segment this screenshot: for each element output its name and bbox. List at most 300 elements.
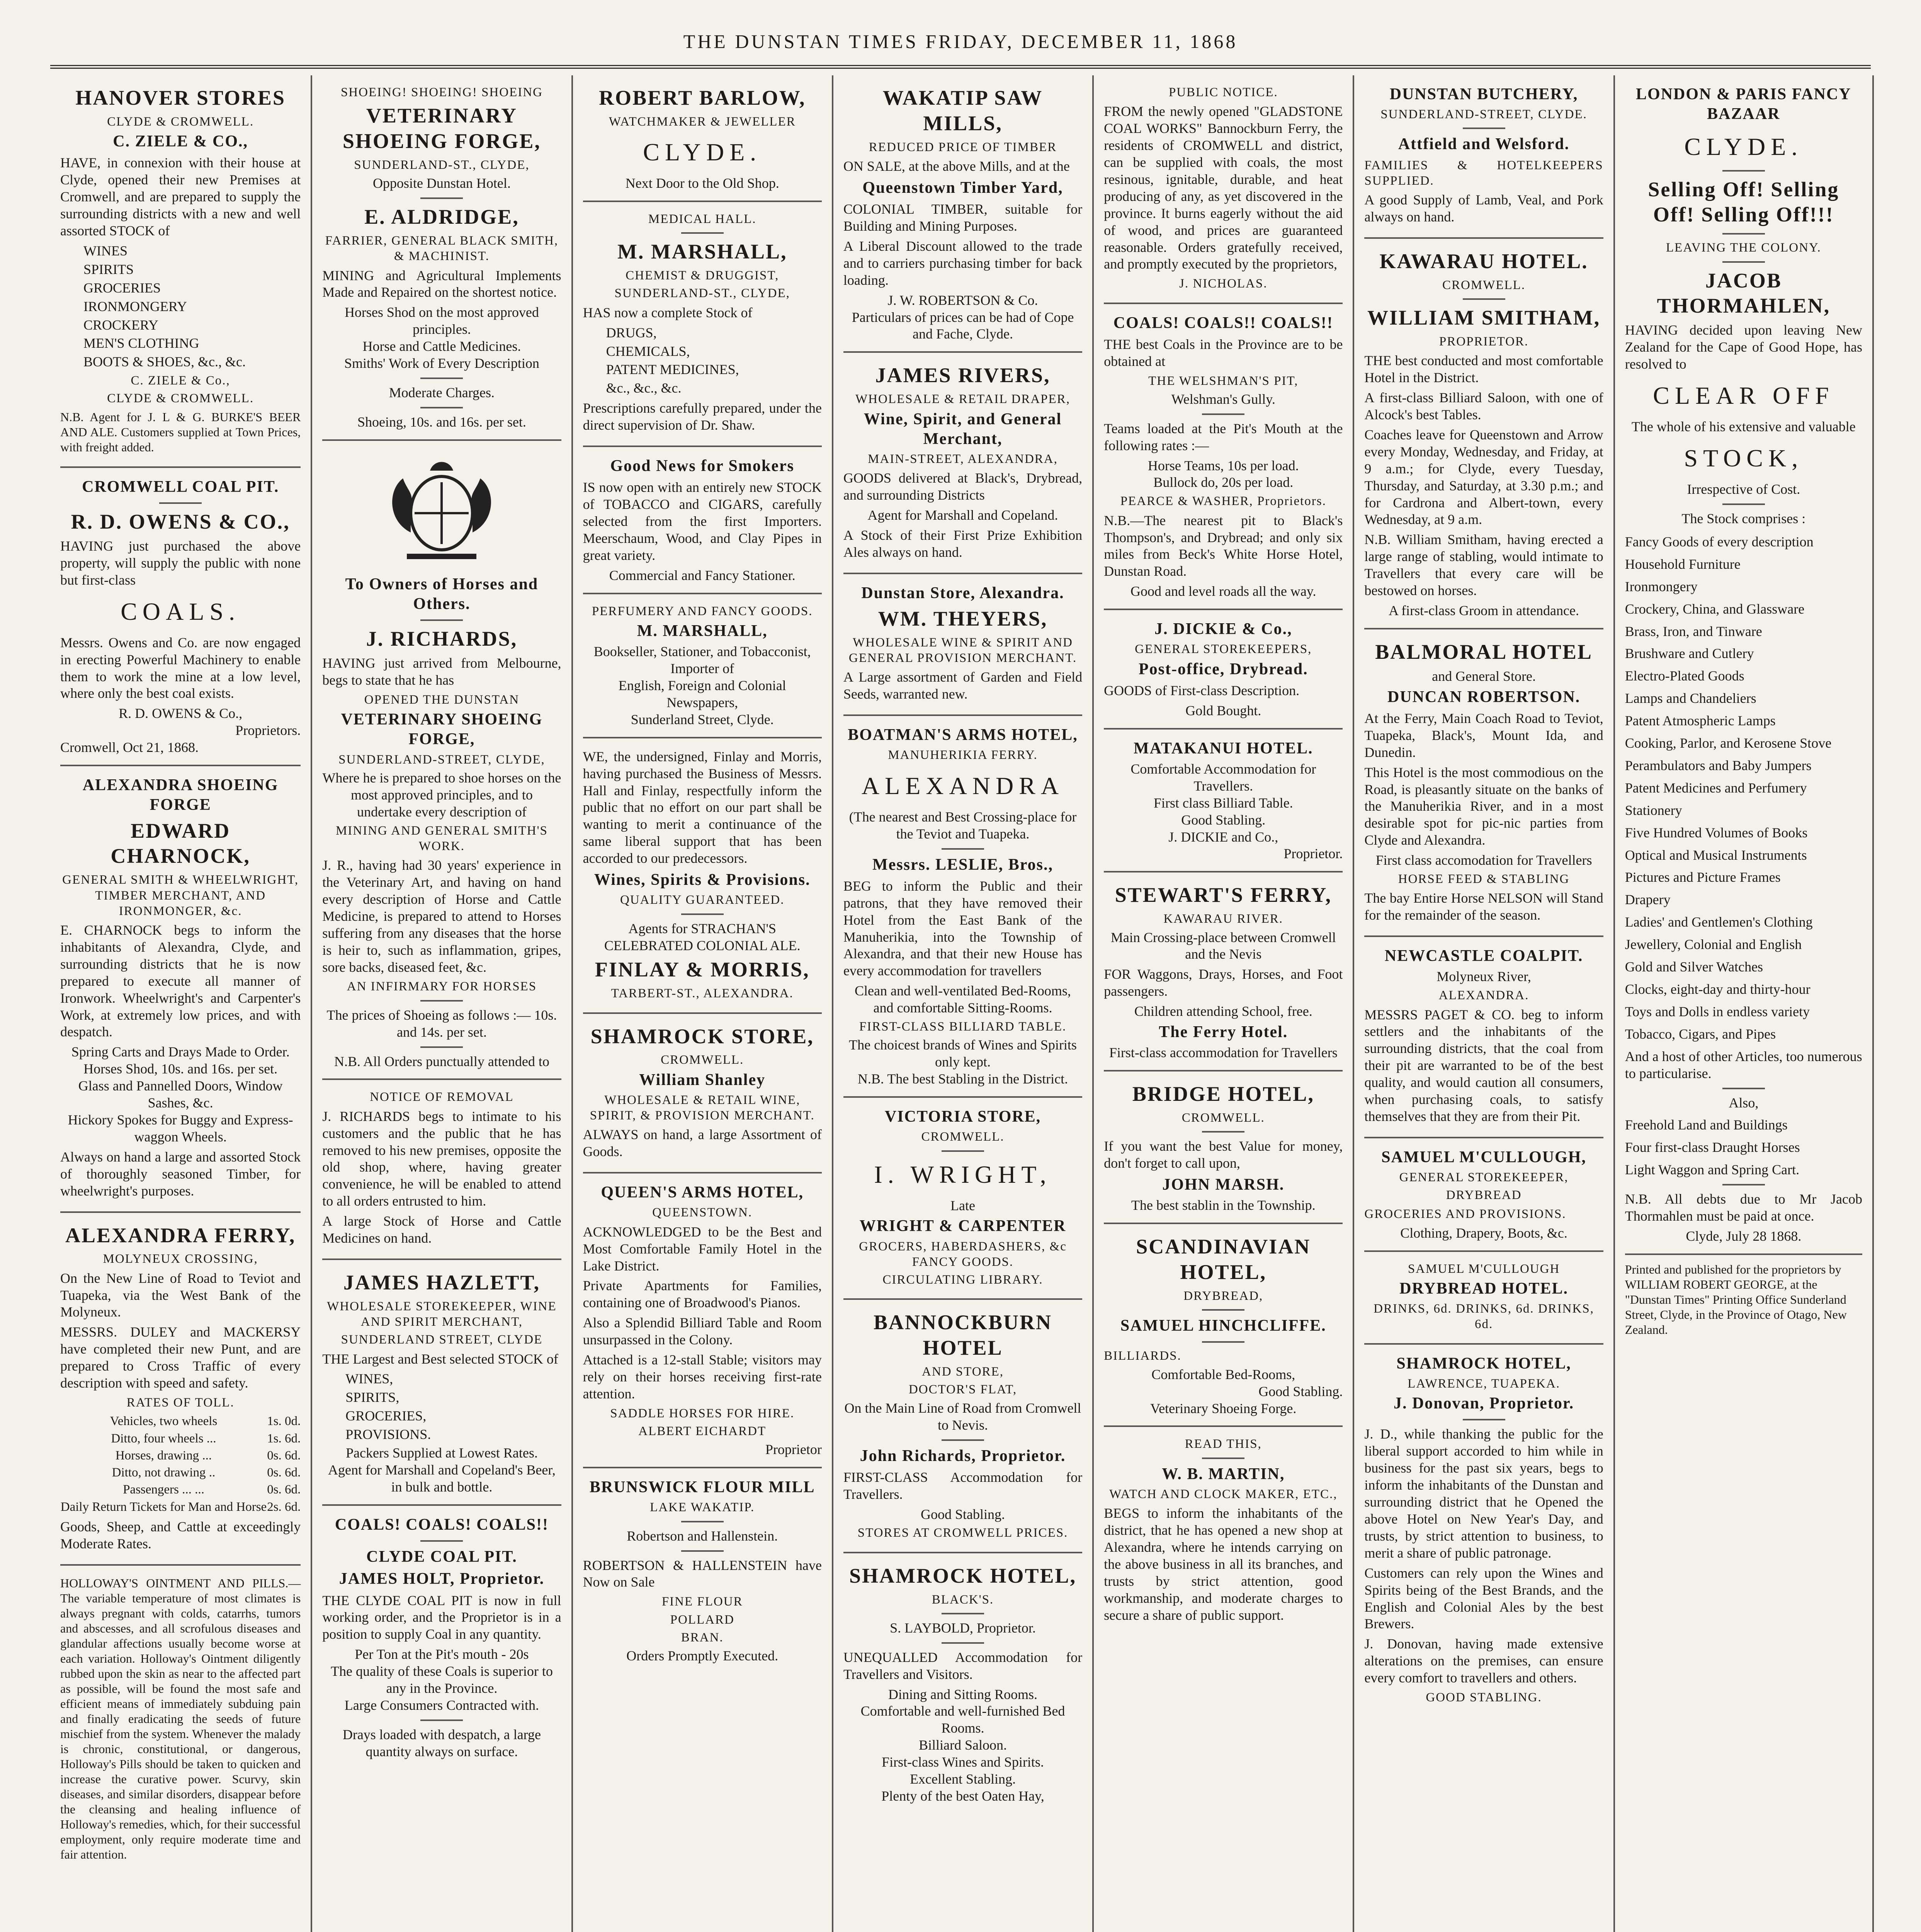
ad-name: WM. THEYERS,	[878, 607, 1048, 630]
ad-richards-forge	[322, 441, 561, 1080]
list-item: Four first-class Draught Horses	[1625, 1139, 1800, 1155]
ad-name: M. MARSHALL,	[617, 240, 787, 264]
list-item: Gold and Silver Watches	[1625, 959, 1763, 975]
ad-body: ALWAYS on hand, a large Assortment of Goods.	[583, 1127, 822, 1160]
ad-subtitle: DRYBREAD	[1446, 1188, 1522, 1202]
ad-title: BRUNSWICK FLOUR MILL	[589, 1478, 815, 1497]
ad-name: J. RICHARDS,	[366, 627, 518, 651]
list-item: CROCKERY	[83, 317, 159, 333]
divider	[1463, 128, 1505, 129]
list-item: PATENT MEDICINES,	[606, 362, 739, 378]
ad-veterinary-shoeing-forge	[322, 75, 561, 441]
ad-body-2: A large Stock of Horse and Cattle Medicines on hand.	[322, 1213, 561, 1246]
ad-line: The quality of these Coals is superior to any in the Province.	[330, 1663, 553, 1696]
ad-body: BILLIARDS.	[1104, 1349, 1182, 1363]
ad-line: DRINKS, 6d. DRINKS, 6d. DRINKS, 6d.	[1374, 1302, 1594, 1332]
ad-title: SHAMROCK HOTEL,	[849, 1564, 1077, 1587]
ad-name: ROBERT BARLOW,	[599, 86, 806, 109]
ad-line: Private Apartments for Families, containing one of Broadwood's Pianos.	[583, 1278, 822, 1311]
toll-item: Daily Return Tickets for Man and Horse	[60, 1500, 267, 1514]
list-item: BRAN.	[681, 1630, 724, 1645]
ad-title: BALMORAL HOTEL	[1375, 640, 1593, 663]
column-5	[1092, 75, 1353, 1932]
ad-line: First-class accommodation for Travellers	[1109, 1045, 1338, 1061]
ad-line: Shoeing, 10s. and 16s. per set.	[357, 414, 526, 430]
ad-subtitle: SUNDERLAND-STREET, CLYDE.	[1380, 107, 1587, 122]
ad-subtitle: Molyneux River,	[1436, 969, 1531, 985]
ad-signature: J. NICHOLAS.	[1179, 277, 1268, 291]
ad-note: N.B. All Orders punctually attended to	[334, 1053, 549, 1069]
list-item: SPIRITS	[83, 261, 134, 277]
ad-line: Attached is a 12-stall Stable; visitors may rely on their horses receiving first-rate attention.	[583, 1352, 822, 1401]
ad-title: BOATMAN'S ARMS HOTEL,	[848, 726, 1078, 744]
divider	[681, 913, 724, 915]
ad-signature: R. D. OWENS & Co.,	[119, 706, 243, 721]
ad-name: SAMUEL HINCHCLIFFE.	[1120, 1317, 1326, 1335]
ad-subtitle: LAWRENCE, TUAPEKA.	[1408, 1376, 1560, 1391]
ad-title: NEWCASTLE COALPIT.	[1384, 947, 1583, 965]
ad-role: GENERAL STOREKEEPERS,	[1135, 642, 1312, 656]
ad-subtitle: CROMWELL.	[1442, 278, 1526, 292]
list-item: Household Furniture	[1625, 556, 1741, 572]
column-4	[832, 75, 1092, 1932]
ad-line: Teams loaded at the Pit's Mouth at the following rates :—	[1104, 420, 1343, 453]
ad-body: HAS now a complete Stock of	[583, 304, 753, 320]
ad-role: WATCHMAKER & JEWELLER	[609, 114, 796, 129]
ad-title: Good News for Smokers	[610, 457, 794, 475]
ad-body: J. D., while thanking the public for the liberal support accorded to him while in business for the past six years, begs to inform the inhabitants of the Dunstan and surrounding district that he Opened the above Hotel on New Year's Day, and trusts, by strict attention to business, to merit a share of public patronage.	[1364, 1426, 1603, 1561]
ad-line: Large Consumers Contracted with.	[344, 1697, 539, 1713]
ad-line: Veterinary Shoeing Forge.	[1150, 1400, 1297, 1416]
column-6	[1353, 75, 1613, 1932]
ad-line: A first-class Groom in attendance.	[1389, 602, 1579, 618]
ad-line: The choicest brands of Wines and Spirits only kept.	[849, 1037, 1077, 1070]
toll-item: Horses, drawing ...	[115, 1448, 212, 1463]
ad-body: MINING and Agricultural Implements Made and Repaired on the shortest notice.	[322, 267, 561, 300]
ad-title: BANNOCKBURN HOTEL	[873, 1311, 1052, 1360]
table-row	[60, 1447, 301, 1464]
ad-role: FARRIER, GENERAL BLACK SMITH, & MACHINIST.	[325, 234, 559, 264]
ad-line: Good Stabling.	[1181, 812, 1266, 828]
ad-victoria-store	[843, 1098, 1082, 1300]
toll-item: Ditto, not drawing ..	[112, 1466, 216, 1480]
ad-robert-barlow	[583, 75, 822, 202]
ad-line: English, Foreign and Colonial Newspapers,	[618, 678, 786, 710]
ad-title: Wines, Spirits & Provisions.	[594, 871, 811, 889]
ad-subtitle: CROMWELL.	[661, 1053, 744, 1067]
ad-title: WAKATIP SAW MILLS,	[882, 86, 1043, 135]
ad-title: MATAKANUI HOTEL.	[1134, 739, 1313, 757]
ad-title: PUBLIC NOTICE.	[1168, 85, 1278, 99]
ad-body: If you want the best Value for money, don't forget to call upon,	[1104, 1138, 1343, 1171]
ad-dunstan-butchery	[1364, 75, 1603, 239]
ad-balmoral-hotel	[1364, 629, 1603, 937]
ad-subtitle: KAWARAU RIVER.	[1163, 912, 1284, 926]
toll-table	[60, 1413, 301, 1515]
ad-subtitle: AND STORE,	[922, 1365, 1004, 1379]
ad-queens-arms-hotel	[583, 1173, 822, 1468]
ad-name: William Shanley	[639, 1071, 766, 1089]
ad-body: HAVING decided upon leaving New Zealand for the Cape of Good Hope, has resolved to	[1625, 322, 1862, 372]
ad-role: WHOLESALE & RETAIL WINE, SPIRIT, & PROVISION MERCHANT.	[590, 1093, 815, 1123]
ad-quality: QUALITY GUARANTEED.	[620, 893, 785, 907]
ad-finlay-morris	[583, 738, 822, 1014]
ad-shamrock-store	[583, 1014, 822, 1174]
ad-signature: J. W. ROBERTSON & Co.	[887, 292, 1038, 308]
ad-name: EDWARD CHARNOCK,	[110, 819, 250, 868]
ad-james-rivers	[843, 353, 1082, 574]
ad-line: Moderate Charges.	[389, 384, 495, 400]
ad-subtitle: CROMWELL.	[1182, 1111, 1265, 1125]
ad-line: Horse Teams, 10s per load.	[1148, 457, 1299, 473]
list-item: GROCERIES,	[345, 1408, 427, 1424]
ad-title: SHAMROCK STORE,	[590, 1024, 814, 1048]
divider	[420, 619, 463, 621]
divider	[159, 502, 202, 504]
ad-role: WHOLESALE STOREKEEPER, WINE AND SPIRIT MERCHANT,	[327, 1299, 557, 1329]
divider	[1202, 413, 1244, 415]
ad-body-2: Prescriptions carefully prepared, under the direct supervision of Dr. Shaw.	[583, 400, 822, 433]
table-row	[60, 1498, 301, 1515]
toll-price: 0s. 6d.	[267, 1483, 301, 1497]
ad-line: Comfortable Accommodation for Travellers.	[1130, 761, 1316, 794]
ad-title: DUNSTAN BUTCHERY,	[1389, 85, 1578, 103]
ad-brunswick-flour-mill	[583, 1468, 822, 1673]
ad-line: Hickory Spokes for Buggy and Express-waggon Wheels.	[68, 1112, 293, 1145]
list-item: CHEMICALS,	[606, 343, 690, 359]
divider	[942, 1439, 984, 1441]
column-3	[571, 75, 832, 1932]
ad-line: Clothing, Drapery, Boots, &c.	[1400, 1225, 1567, 1241]
ad-prices: The prices of Shoeing as follows :— 10s. and 14s. per set.	[326, 1007, 557, 1040]
divider	[681, 232, 724, 234]
column-1	[50, 75, 311, 1932]
ad-dickie-storekeepers	[1104, 610, 1343, 730]
list-item: WINES	[83, 243, 128, 259]
ad-drybread-hotel	[1364, 1252, 1603, 1345]
list-item: Pictures and Picture Frames	[1625, 869, 1781, 885]
toll-price: 0s. 6d.	[267, 1448, 301, 1463]
also-list	[1625, 1117, 1862, 1179]
list-item: SPIRITS,	[345, 1389, 400, 1405]
list-item: Light Waggon and Spring Cart.	[1625, 1162, 1800, 1178]
divider	[1722, 233, 1765, 235]
ad-medical-hall	[583, 202, 822, 447]
ad-body: ON SALE, at the above Mills, and at the	[843, 158, 1070, 174]
ad-name: JAMES RIVERS,	[875, 364, 1051, 387]
ad-agents: Agents for STRACHAN'S CELEBRATED COLONIAL ALE.	[604, 920, 801, 953]
ad-james-hazlett	[322, 1260, 561, 1506]
ad-line: Orders Promptly Executed.	[626, 1648, 779, 1664]
ad-line: J. Donovan, having made extensive alterations on the premises, can ensure every comfort to travellers and others.	[1364, 1636, 1603, 1686]
ad-alexandra-shoeing-forge	[60, 766, 301, 1213]
ad-kawarau-hotel	[1364, 239, 1603, 629]
ad-bridge-hotel	[1104, 1071, 1343, 1224]
ad-title: VETERINARY SHOEING FORGE,	[342, 104, 541, 153]
ad-body-2: Where he is prepared to shoe horses on the most approved principles, and to undertake every description of	[322, 770, 561, 820]
ad-title: READ THIS,	[1185, 1437, 1262, 1451]
ad-newcastle-coalpit	[1364, 937, 1603, 1138]
divider	[942, 1642, 984, 1644]
ad-body: FROM the newly opened "GLADSTONE COAL WORKS" Bannockburn Ferry, the residents of CROMWELL and district, can be supplied with coals, the most resinous, ignitable, durable, and heat producing of any, as yet discovered in the province. It burns eagerly without the aid of wood, and prices are guaranteed reasonable. Orders gratefully received, and promptly executed by the proprietors,	[1104, 104, 1343, 272]
ad-line: Children attending School, free.	[1134, 1003, 1312, 1019]
toll-price: 2s. 6d.	[267, 1500, 301, 1514]
ad-title: KAWARAU HOTEL.	[1379, 250, 1588, 273]
ad-note: N.B. All debts due to Mr Jacob Thormahlen must be paid at once.	[1625, 1191, 1862, 1224]
list-item: WINES,	[345, 1371, 393, 1387]
ad-subtitle: MOLYNEUX CROSSING,	[103, 1252, 258, 1266]
ad-perfumery	[583, 594, 822, 738]
ad-name: E. ALDRIDGE,	[364, 205, 519, 229]
divider	[1202, 1458, 1244, 1459]
ad-line: Per Ton at the Pit's mouth - 20s	[355, 1646, 529, 1662]
list-item: IRONMONGERY	[83, 298, 187, 314]
ad-subtitle: DRYBREAD,	[1183, 1289, 1263, 1303]
ad-subtitle: SUNDERLAND-ST., CLYDE,	[614, 286, 790, 301]
ad-subtitle: Welshman's Gully.	[1171, 391, 1275, 407]
ad-line: Bullock do, 20s per load.	[1153, 474, 1294, 490]
ad-name: R. D. OWENS & CO.,	[71, 510, 290, 534]
ad-title: Dunstan Store, Alexandra.	[861, 584, 1064, 602]
divider	[420, 1000, 463, 1002]
ad-body: FAMILIES & HOTELKEEPERS SUPPLIED.	[1364, 158, 1603, 188]
list-item: BOOTS & SHOES, &c., &c.	[83, 354, 246, 370]
ad-line: Also a Splendid Billiard Table and Room unsurpassed in the Colony.	[583, 1315, 822, 1348]
ad-line: N.B. The best Stabling in the District.	[857, 1071, 1068, 1087]
ad-line: Smiths' Work of Every Description	[344, 355, 539, 371]
ad-title: HANOVER STORES	[75, 86, 286, 109]
list-item: Drapery	[1625, 892, 1671, 908]
ad-signature: ALBERT EICHARDT	[638, 1424, 767, 1438]
ad-subtitle: SUNDERLAND-ST., CLYDE,	[354, 158, 530, 172]
ad-name: J. DICKIE & Co.,	[1154, 620, 1292, 638]
masthead-text: THE DUNSTAN TIMES FRIDAY, DECEMBER 11, 1868	[683, 31, 1238, 52]
ad-line: The best stablin in the Township.	[1131, 1197, 1316, 1213]
ad-line: Always on hand a large and assorted Stock of thoroughly seasoned Timber, for wheelwright's purposes.	[60, 1149, 301, 1199]
ad-name: JAMES HOLT, Proprietor.	[339, 1570, 545, 1588]
ad-signature-role: Proprietor	[765, 1442, 822, 1458]
ad-subtitle: and General Store.	[1432, 668, 1536, 684]
ad-keyword: COALS.	[121, 597, 241, 625]
list-item: Tobacco, Cigars, and Pipes	[1625, 1026, 1776, 1042]
ad-title: LONDON & PARIS FANCY BAZAAR	[1636, 85, 1851, 123]
list-item: Brass, Iron, and Tinware	[1625, 623, 1762, 639]
ad-columns	[50, 75, 1874, 1932]
ad-location: Opposite Dunstan Hotel.	[372, 175, 511, 191]
ad-line: Clean and well-ventilated Bed-Rooms, and comfortable Sitting-Rooms.	[855, 983, 1071, 1016]
toll-item: Passengers ... ...	[123, 1483, 204, 1497]
ad-name: SAMUEL M'CULLOUGH	[1408, 1262, 1560, 1276]
stock-list	[1625, 534, 1862, 1082]
ad-line: A Stock of their First Prize Exhibition Ales always on hand.	[843, 527, 1083, 560]
ad-name: JAMES HAZLETT,	[343, 1270, 540, 1294]
ad-clear: CLEAR OFF	[1653, 382, 1834, 410]
ad-title: VICTORIA STORE,	[884, 1108, 1041, 1126]
ad-title: SHAMROCK HOTEL,	[1396, 1354, 1571, 1372]
ad-line: STORES AT CROMWELL PRICES.	[857, 1526, 1068, 1540]
ad-line: Good Stabling.	[1258, 1383, 1343, 1399]
ad-body: FOR Waggons, Drays, Horses, and Foot passengers.	[1104, 966, 1343, 999]
ad-bannockburn-hotel	[843, 1300, 1082, 1553]
ad-line: Particulars of prices can be had of Cope and Fache, Clyde.	[852, 309, 1074, 342]
divider	[681, 1550, 724, 1552]
ad-line: Agent for Marshall and Copeland.	[867, 507, 1058, 523]
toll-price: 1s. 6d.	[267, 1431, 301, 1446]
divider	[1722, 261, 1765, 263]
toll-item: Ditto, four wheels ...	[111, 1431, 216, 1446]
ad-line: Good Stabling.	[920, 1506, 1005, 1522]
ad-name: S. LAYBOLD, Proprietor.	[890, 1620, 1036, 1636]
list-item: Stationery	[1625, 802, 1682, 818]
ad-role: Bookseller, Stationer, and Tobacconist, Importer of	[593, 644, 811, 677]
ad-banner: SHOEING! SHOEING! SHOEING	[340, 85, 543, 99]
ad-title: STEWART'S FERRY,	[1115, 883, 1332, 907]
divider	[942, 1150, 984, 1152]
ad-line: Plenty of the best Oaten Hay,	[881, 1788, 1044, 1804]
list-item: POLLARD	[670, 1612, 734, 1627]
ad-body-3: A Liberal Discount allowed to the trade and to carriers purchasing timber for back loading.	[843, 238, 1083, 288]
ad-role: GENERAL SMITH & WHEELWRIGHT, TIMBER MERCHANT, AND IRONMONGER, &c.	[62, 873, 299, 918]
ad-body: THE best conducted and most comfortable Hotel in the District.	[1364, 353, 1603, 386]
ad-line: Packers Supplied at Lowest Rates.	[345, 1445, 538, 1461]
ad-line: Good and level roads all the way.	[1130, 583, 1316, 599]
list-item: Freehold Land and Buildings	[1625, 1117, 1788, 1133]
ad-title: BRIDGE HOTEL,	[1132, 1082, 1314, 1106]
divider	[1722, 170, 1765, 172]
ad-banner: COALS! COALS! COALS!!	[335, 1515, 549, 1534]
ad-line: Horses Shod, 10s. and 16s. per set.	[83, 1061, 278, 1077]
ad-body-2: COLONIAL TIMBER, suitable for Building and Mining Purposes.	[843, 201, 1083, 234]
ad-welshmans-pit	[1104, 304, 1343, 611]
toll-price: 0s. 6d.	[267, 1466, 301, 1480]
ad-title: ALEXANDRA SHOEING FORGE	[82, 776, 279, 814]
divider	[420, 197, 463, 199]
ad-body: HAVING just purchased the above property, will supply the public with none but first-class	[60, 538, 301, 588]
divider	[1722, 1184, 1765, 1185]
ad-line: CIRCULATING LIBRARY.	[882, 1273, 1043, 1287]
ad-subtitle: REDUCED PRICE OF TIMBER	[869, 140, 1057, 154]
divider	[1463, 1419, 1505, 1420]
ad-body: THE CLYDE COAL PIT is now in full working order, and the Proprietor is in a position to supply Coal in any quantity.	[322, 1592, 561, 1642]
ad-town: CLYDE.	[643, 138, 762, 166]
ad-name: M. MARSHALL,	[637, 622, 768, 640]
divider	[420, 1540, 463, 1542]
ad-title: COALS! COALS!! COALS!!	[1113, 314, 1333, 332]
list-item: GROCERIES	[83, 280, 161, 296]
ad-title: DRYBREAD HOTEL.	[1399, 1279, 1569, 1298]
ad-mccullough-store	[1364, 1138, 1603, 1252]
ad-line: Main Crossing-place between Cromwell and the Nevis	[1110, 929, 1336, 962]
list-item: Perambulators and Baby Jumpers	[1625, 757, 1812, 773]
ad-town: CLYDE.	[1684, 133, 1803, 161]
ad-comprises: The Stock comprises :	[1681, 510, 1806, 526]
ad-subtitle: TARBERT-ST., ALEXANDRA.	[611, 986, 794, 1001]
ad-line: Drays loaded with despatch, a large quantity always on surface.	[342, 1726, 541, 1759]
ad-body: GOODS delivered at Black's, Drybread, and surrounding Districts	[843, 470, 1083, 503]
ad-title: CLYDE COAL PIT.	[366, 1548, 517, 1566]
toll-item: Vehicles, two wheels	[110, 1414, 218, 1429]
ad-line: GROCERS, HABERDASHERS, &c FANCY GOODS.	[859, 1239, 1067, 1269]
ad-line: Commercial and Fancy Stationer.	[609, 567, 796, 583]
ad-name: J. Donovan, Proprietor.	[1393, 1395, 1574, 1413]
ad-subtitle: MANUHERIKIA FERRY.	[888, 748, 1038, 762]
ad-line: Horses Shod on the most approved principles.	[344, 304, 539, 337]
ad-role: GENERAL STOREKEEPER,	[1399, 1170, 1569, 1185]
ad-line: A first-class Billiard Saloon, with one of Alcock's best Tables.	[1364, 390, 1603, 422]
ad-clyde-coal-pit	[322, 1506, 561, 1769]
ad-name: John Richards, Proprietor.	[860, 1447, 1066, 1465]
ad-footer: Goods, Sheep, and Cattle at exceedingly Moderate Rates.	[60, 1519, 301, 1551]
list-item: Fancy Goods of every description	[1625, 534, 1814, 549]
table-row	[60, 1430, 301, 1447]
ad-name: W. B. MARTIN,	[1162, 1465, 1285, 1483]
ad-holloway	[60, 1566, 301, 1874]
ad-line: The whole of his extensive and valuable	[1631, 419, 1856, 435]
ad-line: The bay Entire Horse NELSON will Stand for the remainder of the season.	[1364, 890, 1603, 923]
ad-body: BEGS to inform the inhabitants of the district, that he has opened a new shop at Alexandra, where he intends carrying on the above business in all its branches, and trusts by strict attention, good workmanship, and moderate charges to secure a share of public support.	[1104, 1505, 1343, 1623]
list-item: Ironmongery	[1625, 578, 1698, 594]
list-item: Clocks, eight-day and thirty-hour	[1625, 981, 1810, 997]
ad-signature-role: Proprietors.	[235, 723, 301, 738]
ad-line: Sunderland Street, Clyde.	[631, 711, 774, 727]
list-item: FINE FLOUR	[661, 1595, 743, 1609]
ad-line: N.B. William Smitham, having erected a large range of stabling, would intimate to Travellers that every care will be bestowed on horses.	[1364, 532, 1603, 599]
divider	[420, 1046, 463, 1048]
divider	[420, 1719, 463, 1721]
ad-late: Late	[950, 1197, 975, 1213]
list-item: PROVISIONS.	[345, 1427, 431, 1442]
ad-body: WE, the undersigned, Finlay and Morris, having purchased the Business of Messrs. Hall and Finlay, respectfully inform the public that no effort on our part shall be wanting to merit a continuance of the same liberal support that has been accorded to our predecessors.	[583, 748, 822, 866]
emblem-caption: To Owners of Horses and Others.	[345, 575, 539, 613]
ad-body: THE best Coals in the Province are to be obtained at	[1104, 336, 1343, 369]
ad-name: DUNCAN ROBERTSON.	[1387, 688, 1581, 706]
ad-name: Attfield and Welsford.	[1398, 135, 1570, 153]
list-item: Cooking, Parlor, and Kerosene Stove	[1625, 735, 1832, 751]
ad-subtitle-2: DOCTOR'S FLAT,	[908, 1383, 1017, 1397]
ad-body-2: MESSRS. DULEY and MACKERSY have completed their new Punt, and are prepared to Cross Traffic of every description with speed and safety.	[60, 1324, 301, 1391]
ad-role: PROPRIETOR.	[1439, 335, 1529, 349]
divider	[1722, 503, 1765, 505]
ad-name: FINLAY & MORRIS,	[595, 958, 810, 981]
ad-subtitle: SUNDERLAND STREET, CLYDE	[341, 1333, 543, 1347]
list-item: DRUGS,	[606, 325, 657, 340]
ad-line: Spring Carts and Drays Made to Order.	[71, 1044, 290, 1060]
ad-line: First class Billiard Table.	[1153, 795, 1293, 811]
printer-imprint: Printed and published for the proprietors by WILLIAM ROBERT GEORGE, at the "Dunstan Times" Printing Office Sunderland Street, Clyde, in the Province of Otago, New Zealand.	[1625, 1262, 1847, 1337]
ad-matakanui-hotel	[1104, 730, 1343, 873]
rates-title: RATES OF TOLL.	[126, 1396, 235, 1410]
ad-body: BEG to inform the Public and their patrons, that they have removed their Hotel from the East Bank of the Manuherikia, into the Township of Alexandra, and that their new House has every accommodation for travellers	[843, 878, 1083, 979]
ad-cromwell-coal-pit	[60, 468, 301, 766]
ad-signature-place: CLYDE & CROMWELL.	[107, 391, 254, 406]
table-row	[60, 1481, 301, 1498]
ad-body: GOODS of First-class Description.	[1104, 682, 1300, 698]
stock-list	[583, 325, 822, 397]
ad-line: HORSE FEED & STABLING	[1398, 872, 1570, 886]
ad-trade: Wine, Spirit, and General Merchant,	[864, 410, 1062, 448]
ad-body: HAVING just arrived from Melbourne, begs to state that he has	[322, 655, 561, 688]
ad-title: MEDICAL HALL.	[648, 212, 756, 226]
list-item: Patent Medicines and Perfumery	[1625, 780, 1807, 796]
ad-line: Next Door to the Old Shop.	[625, 175, 779, 191]
ad-line: Billiard Saloon.	[918, 1737, 1007, 1753]
divider	[942, 848, 984, 850]
divider	[1202, 1341, 1244, 1343]
ad-town: ALEXANDRA	[861, 772, 1064, 799]
ad-role: CHEMIST & DRUGGIST,	[626, 269, 779, 283]
ad-line: This Hotel is the most commodious on the Road, is pleasantly situate on the banks of the Manuherikia River, and in a most desirable spot for pic-nic parties from Clyde and Alexandra.	[1364, 764, 1603, 848]
column-7	[1613, 75, 1874, 1932]
